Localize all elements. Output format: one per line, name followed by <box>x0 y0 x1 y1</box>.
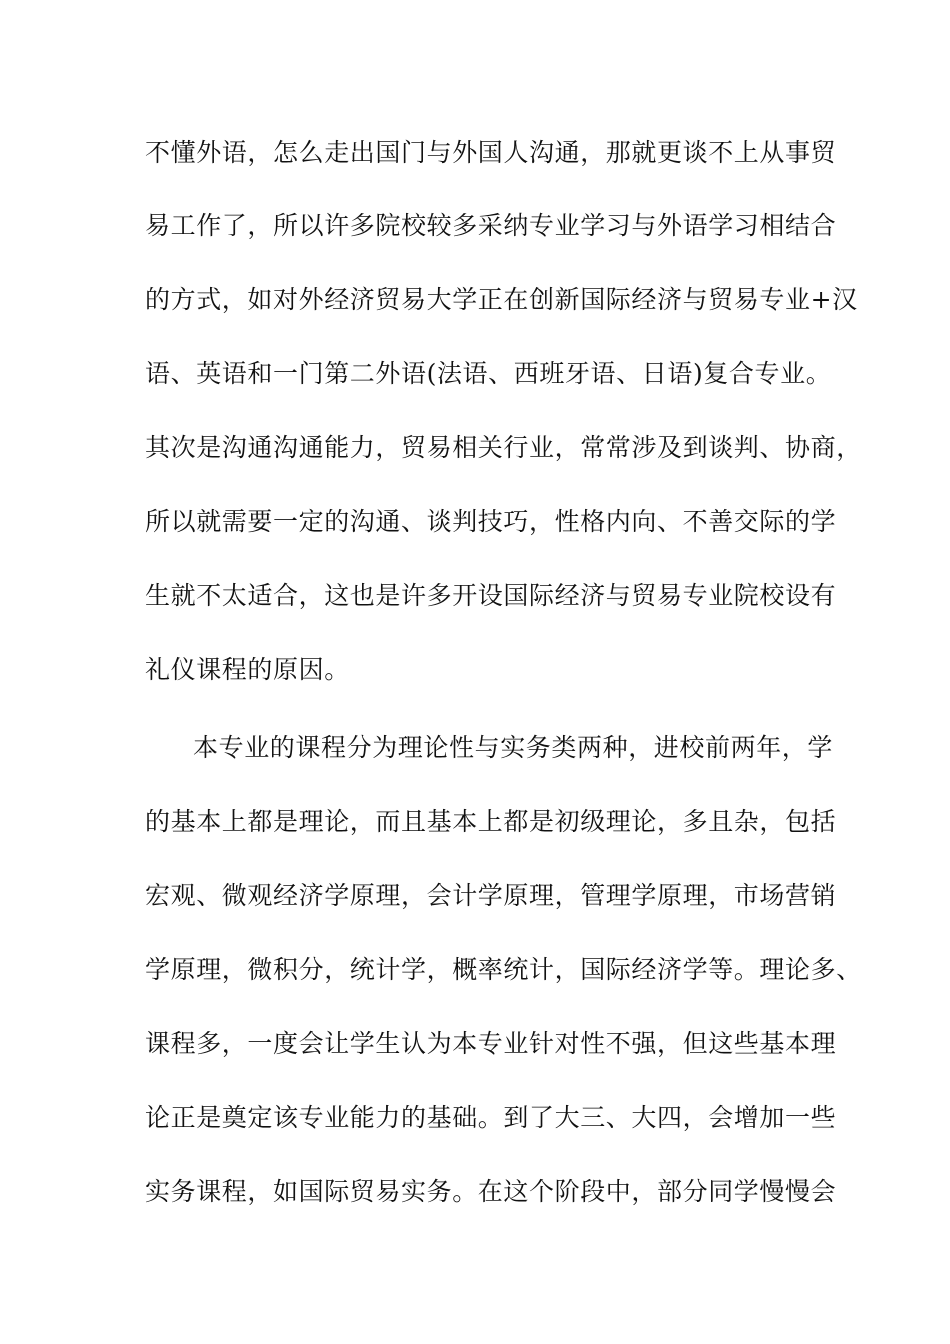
text-line: 的方式，如对外经济贸易大学正在创新国际经济与贸易专业+汉 <box>145 285 858 314</box>
text-line: 学原理，微积分，统计学，概率统计，国际经济学等。理论多、 <box>145 955 862 984</box>
text-line: 课程多，一度会让学生认为本专业针对性不强，但这些基本理 <box>145 1029 837 1058</box>
text-line: 所以就需要一定的沟通、谈判技巧，性格内向、不善交际的学 <box>145 507 837 536</box>
text-line: 其次是沟通沟通能力，贸易相关行业，常常涉及到谈判、协商， <box>145 433 862 462</box>
text-line: 语、英语和一门第二外语(法语、西班牙语、日语)复合专业。 <box>145 359 832 388</box>
text-line: 礼仪课程的原因。 <box>145 655 350 684</box>
text-line: 宏观、微观经济学原理，会计学原理，管理学原理，市场营销 <box>145 881 837 910</box>
text-line: 论正是奠定该专业能力的基础。到了大三、大四，会增加一些 <box>145 1103 837 1132</box>
text-line: 的基本上都是理论，而且基本上都是初级理论，多且杂，包括 <box>145 807 837 836</box>
text-line: 易工作了，所以许多院校较多采纳专业学习与外语学习相结合 <box>145 211 837 240</box>
text-line: 实务课程，如国际贸易实务。在这个阶段中，部分同学慢慢会 <box>145 1177 837 1206</box>
text-line: 生就不太适合，这也是许多开设国际经济与贸易专业院校设有 <box>145 581 837 610</box>
text-line: 不懂外语，怎么走出国门与外国人沟通，那就更谈不上从事贸 <box>145 138 837 167</box>
paragraph-first-line: 本专业的课程分为理论性与实务类两种，进校前两年，学 <box>193 733 834 762</box>
